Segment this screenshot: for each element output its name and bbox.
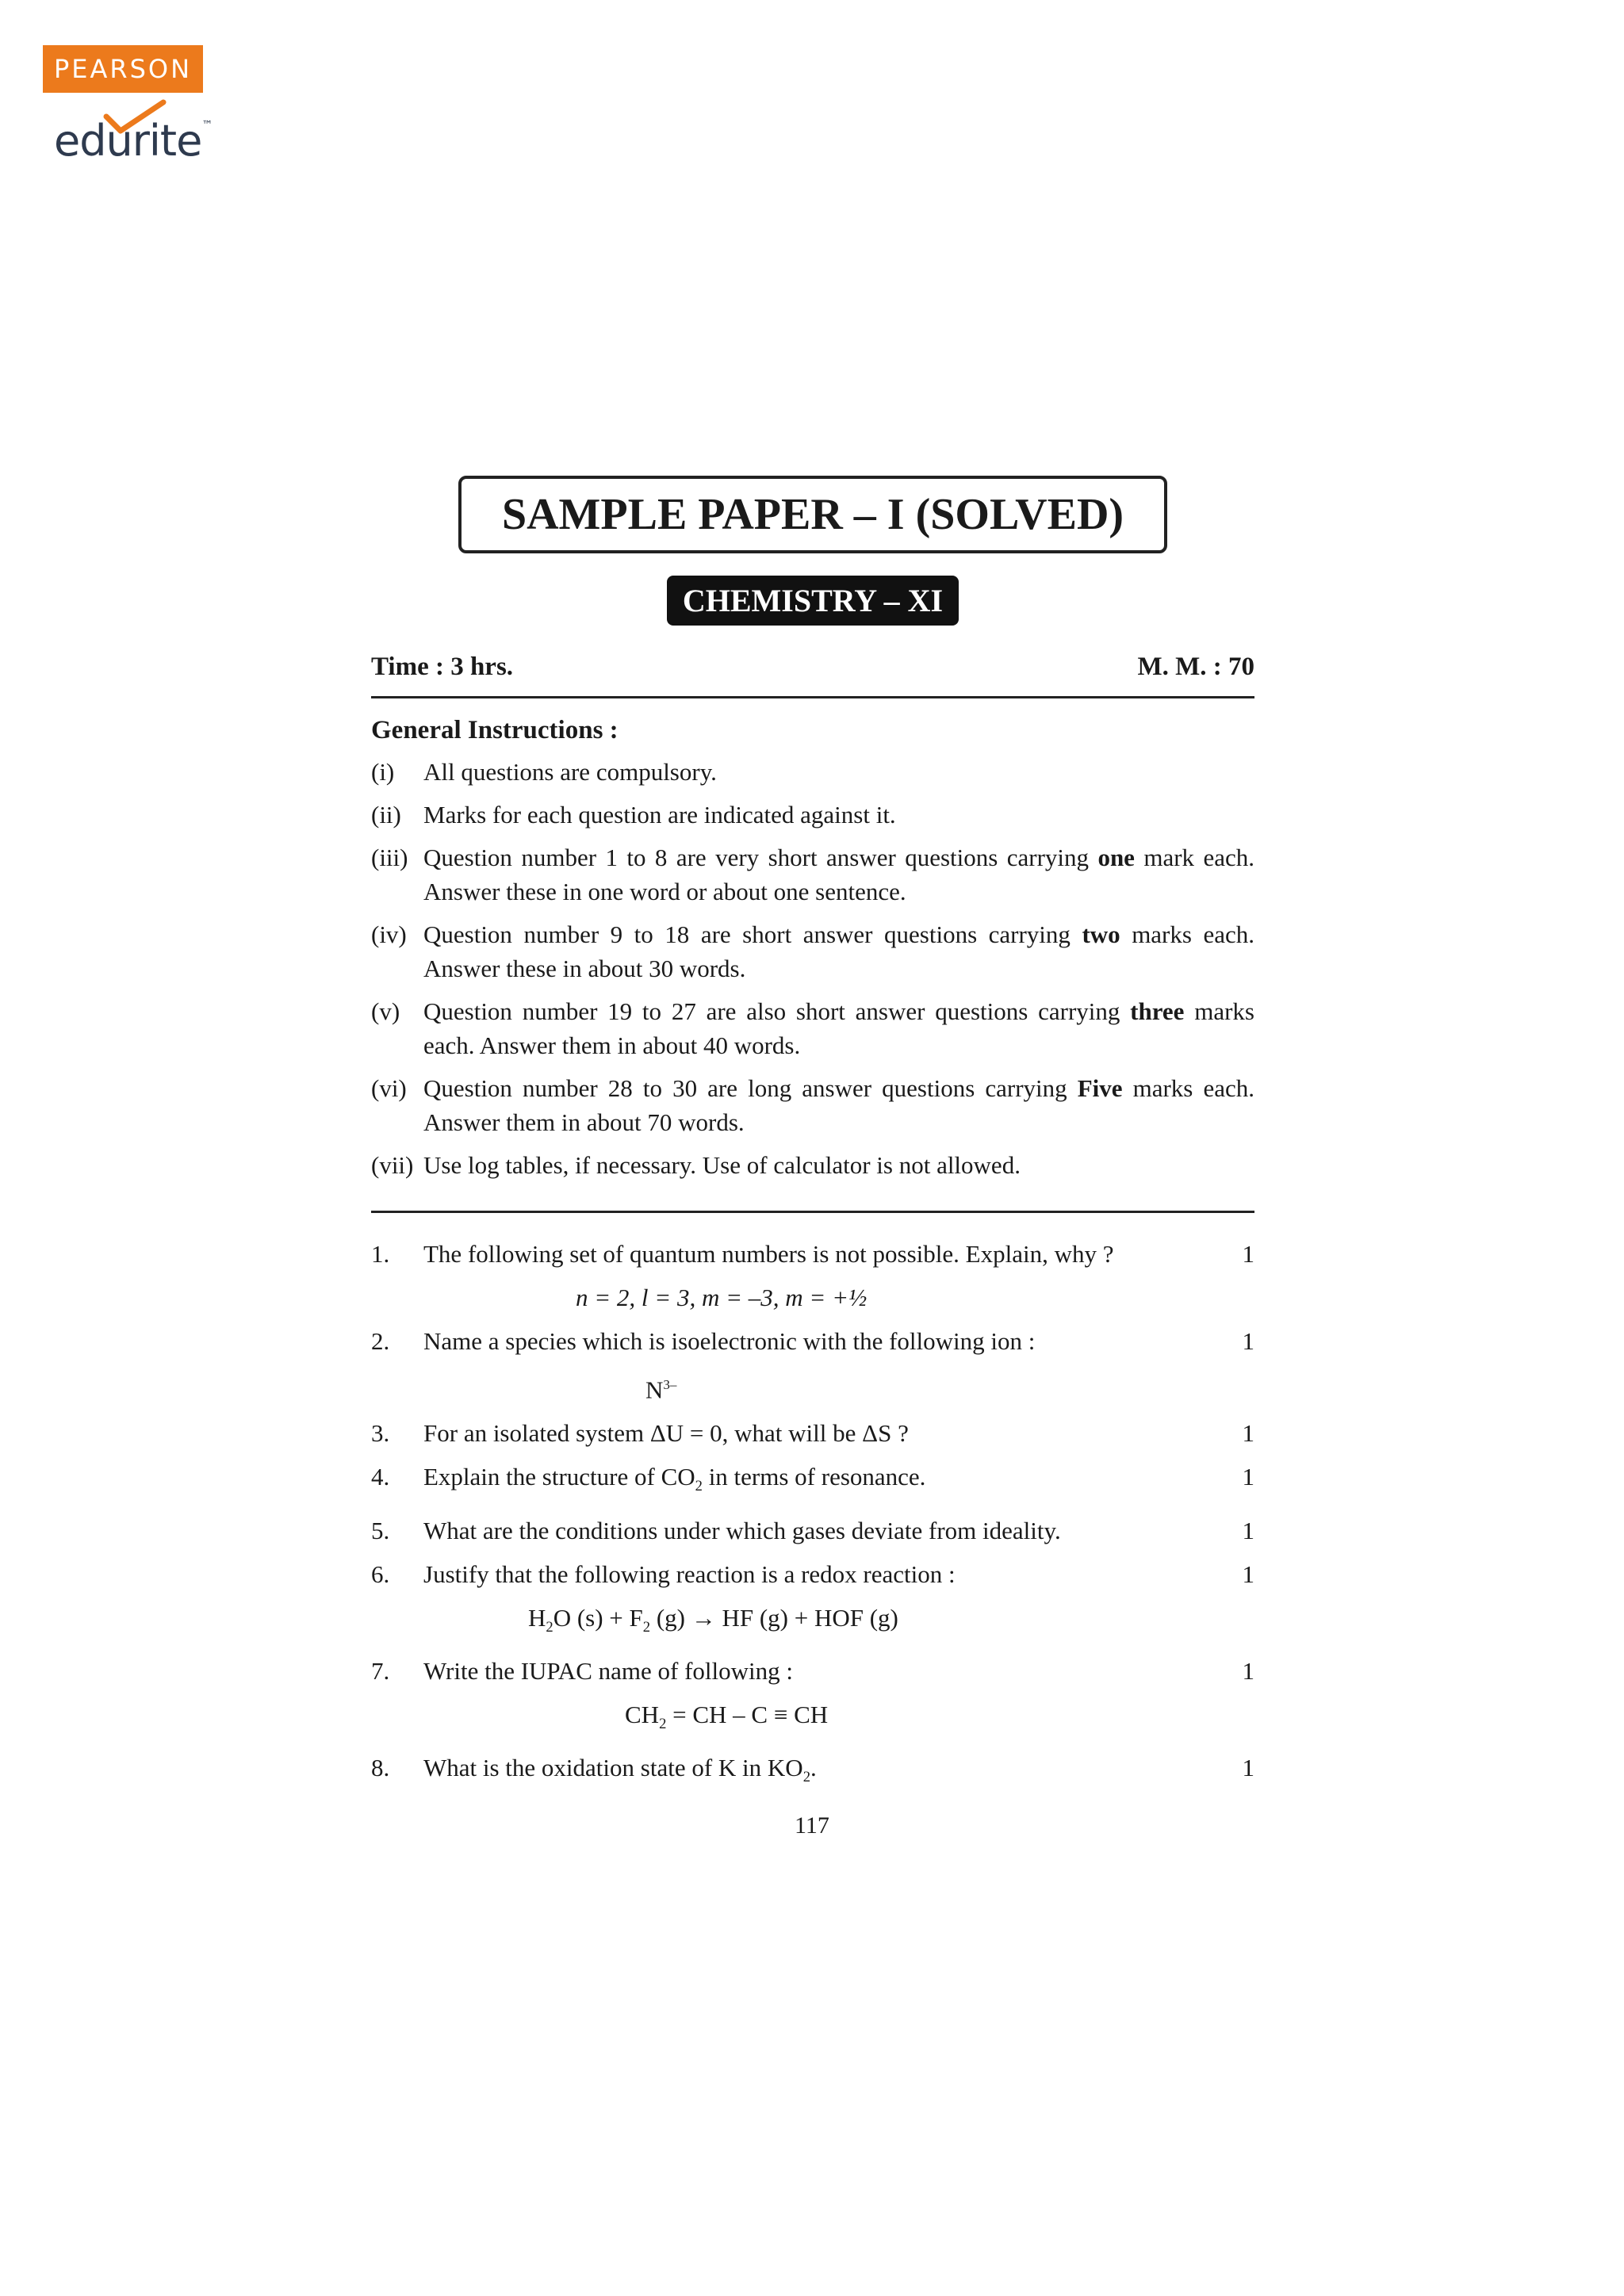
instruction-item: (v) Question number 19 to 27 are also short answer questions carrying three marks each. Answer them in about 40 words.: [371, 997, 1254, 1059]
instructions-title: General Instructions :: [371, 716, 619, 744]
questions-list: [371, 1237, 1254, 1794]
question-mark: 1: [1242, 1463, 1254, 1491]
question-5: 5. What are the conditions under which gases deviate from ideality. 1: [371, 1513, 1254, 1548]
edurite-text: edurite: [54, 116, 202, 166]
question-3: 3. For an isolated system ΔU = 0, what will be ΔS ? 1: [371, 1416, 1254, 1450]
quantum-numbers-formula: n = 2, l = 3, m = –3, m = +½: [576, 1284, 868, 1311]
question-mark: 1: [1242, 1240, 1254, 1268]
subject-badge: CHEMISTRY – XI: [667, 576, 959, 626]
page-number: 117: [795, 1812, 829, 1839]
instruction-item: (iv) Question number 9 to 18 are short answer questions carrying two marks each. Answer these in about 30 words.: [371, 920, 1254, 982]
pearson-badge: PEARSON: [43, 45, 203, 93]
iupac-formula: $CH_2$ = CH – C ≡ CH: [625, 1700, 829, 1732]
max-marks-label: M. M. : 70: [1137, 652, 1254, 681]
question-mark: 1: [1242, 1419, 1254, 1448]
question-8: 8. What is the oxidation state of K in $KO_2$. 1: [371, 1751, 1254, 1794]
ion-formula: $N^{3-}$: [645, 1376, 677, 1404]
check-mark-icon: [103, 99, 167, 136]
question-7: 7. Write the IUPAC name of following : 1: [371, 1654, 1254, 1688]
question-mark: 1: [1242, 1516, 1254, 1544]
instruction-item: (i) All questions are compulsory.: [371, 758, 717, 786]
instruction-item: (iii) Question number 1 to 8 are very short answer questions carrying one mark each. Answer these in one word or about one sentence.: [371, 844, 1254, 905]
question-mark: 1: [1242, 1327, 1254, 1355]
instruction-item: (vii) Use log tables, if necessary. Use of calculator is not allowed.: [371, 1151, 1021, 1179]
edurite-wordmark: [54, 116, 213, 166]
divider-bottom: [371, 1211, 1254, 1213]
instruction-item: (vi) Question number 28 to 30 are long answer questions carrying Five marks each. Answer them in about 70 words.: [371, 1074, 1254, 1136]
publisher-logo: [43, 45, 213, 172]
question-mark: 1: [1242, 1753, 1254, 1781]
redox-reaction-formula: $H_2O$ $(s) + F_2$ (g) → HF (g) + HOF (g): [528, 1603, 898, 1636]
paper-title: SAMPLE PAPER – I (SOLVED): [458, 476, 1167, 553]
question-mark: 1: [1242, 1656, 1254, 1685]
question-2: 2. Name a species which is isoelectronic with the following ion : 1: [371, 1324, 1254, 1358]
question-4: 4. Explain the structure of $CO_2$ in terms of resonance. 1: [371, 1460, 1254, 1503]
trademark-symbol: ™: [201, 119, 213, 132]
time-label: Time : 3 hrs.: [371, 652, 514, 681]
divider-top: [371, 696, 1254, 698]
exam-meta: [371, 652, 1254, 682]
question-1: 1. The following set of quantum numbers is not possible. Explain, why ? 1: [371, 1237, 1254, 1271]
paper-content: [371, 476, 1254, 1804]
question-mark: 1: [1242, 1559, 1254, 1588]
instructions-list: [371, 755, 1254, 1182]
instruction-item: (ii) Marks for each question are indicated against it.: [371, 801, 896, 828]
question-6: 6. Justify that the following reaction is a redox reaction : 1: [371, 1557, 1254, 1591]
